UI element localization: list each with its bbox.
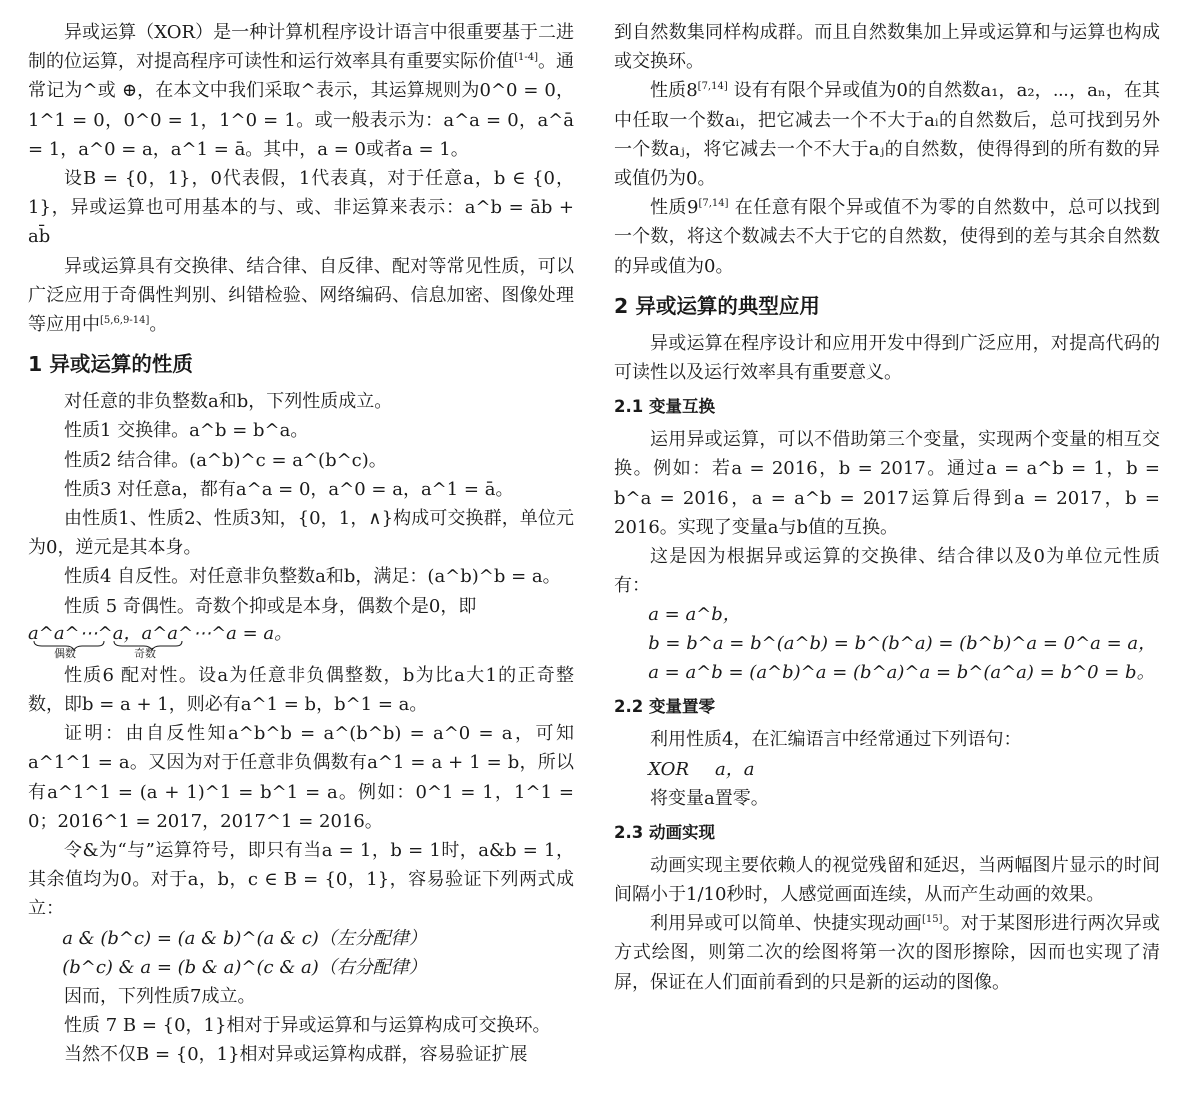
swap-equation-2: b = b^a = b^(a^b) = b^(b^a) = (b^b)^a = 0^a = a， (648, 633, 1157, 655)
asm-code-line (614, 755, 1160, 784)
proof-paragraph: 证明：由自反性知a^b^b = a^(b^b) = a^0 = a，可知a^1^1 = a。又因为对于任意非负偶数有a^1 = a + 1 = b，所以有a^1^1 = (a + 1)^1 = b^1 = a。例如：0^1 = 1，1^1 = 0；2016^1 = 2017，2017^1 = 2016。 (28, 723, 574, 832)
intro-paragraph-2: 设B = {0，1}，0代表假，1代表真，对于任意a，b ∈ {0，1}，异或运算也可用基本的与、或、非运算来表示：a^b = āb + ab̄ (28, 168, 574, 248)
property-7: 性质 7 B = {0，1}相对于异或运算和与运算构成可交换环。 (64, 1014, 551, 1036)
property-4: 性质4 自反性。对任意非负整数a和b，满足：(a^b)^b = a。 (64, 566, 561, 588)
animation-text-rest: 。对于某图形进行两次异或方式绘图，则第二次的绘图将第一次的图形擦除，因而也实现了清屏，保证在人们面前看到的只是新的运动的图像。 (614, 913, 1161, 993)
s1-paragraph: 对任意的非负整数a和b，下列性质成立。 (64, 391, 393, 413)
citation: [5,6,9-14] (100, 315, 150, 327)
asm-operands: a，a (715, 758, 755, 780)
even-label: 偶数 (54, 646, 76, 660)
odd-label: 奇数 (134, 646, 156, 660)
property-2: 性质2 结合律。(a^b)^c = a^(b^c)。 (64, 449, 387, 471)
subsection-2-1-heading: 2.1 变量互换 (614, 397, 715, 417)
animation-paragraph-2 (614, 909, 1160, 997)
citation: [7,14] (697, 81, 728, 93)
intro-text: 异或运算具有交换律、结合律、自反律、配对等常见性质，可以广泛应用于奇偶性判别、纠错检验、网络编码、信息加密、图像处理等应用中 (28, 255, 574, 336)
swap-reason-paragraph: 这是因为根据异或运算的交换律、结合律以及0为单位元性质有： (614, 546, 1160, 597)
parity-formula-text: a^a^⋯^a，a^a^⋯^a = a。 (28, 622, 293, 644)
intro-paragraph-1 (28, 18, 574, 164)
section-2-heading: 2 异或运算的典型应用 (614, 293, 820, 318)
intro-text: 异或运算（XOR）是一种计算机程序设计语言中很重要基于二进制的位运算，对提高程序可读性和运行效率具有重要实际价值 (28, 22, 574, 73)
subsection-2-3-heading: 2.3 动画实现 (614, 822, 715, 842)
property-label: 性质9 (650, 197, 699, 219)
intro-text-rest: 。通常记为^或 ⊕，在本文中我们采取^表示，其运算规则为0^0 = 0，1^1 = 0，0^0 = 1，1^0 = 1。或一般表示为：a^a = 0，a^ā = 1，a^0 = a，a^1 = ā。其中，a = 0或者a = 1。 (28, 51, 575, 160)
animation-text: 利用异或可以简单、快捷实现动画 (650, 913, 922, 935)
swap-equation-3: a = a^b = (a^b)^a = (b^a)^a = b^(a^a) = b^0 = b。 (648, 662, 1155, 684)
asm-opcode: XOR (648, 758, 689, 780)
zero-paragraph: 利用性质4，在汇编语言中经常通过下列语句： (650, 729, 1022, 751)
group-paragraph: 由性质1、性质2、性质3知，{0，1，∧}构成可交换群，单位元为0，逆元是其本身。 (28, 508, 574, 559)
right-distributive-law: (b^c) & a = (b & a)^(c & a)（右分配律） (62, 956, 427, 978)
property-3: 性质3 对任意a，都有a^a = 0，a^0 = a，a^1 = ā。 (64, 478, 514, 500)
animation-paragraph-1: 动画实现主要依赖人的视觉残留和延迟，当两幅图片显示的时间间隔小于1/10秒时，人感觉画面连续，从而产生动画的效果。 (614, 854, 1160, 906)
thus-paragraph: 因而，下列性质7成立。 (64, 985, 256, 1007)
right-column (614, 18, 1160, 997)
left-column (28, 18, 574, 1069)
citation: [1-4] (514, 52, 538, 64)
left-distributive-law: a & (b^c) = (a & b)^(a & c)（左分配律） (62, 927, 427, 949)
section-1-heading: 1 异或运算的性质 (28, 352, 193, 377)
property-8 (614, 76, 1160, 193)
property-5: 性质 5 奇偶性。奇数个抑或是本身，偶数个是0，即 (64, 595, 477, 617)
extension-paragraph: 当然不仅B = {0，1}相对异或运算构成群，容易验证扩展 (64, 1044, 528, 1066)
s2-paragraph: 异或运算在程序设计和应用开发中得到广泛应用，对提高代码的可读性以及运行效率具有重要意义。 (614, 332, 1160, 384)
parity-formula (28, 621, 574, 661)
continuation-paragraph: 到自然数集同样构成群。而且自然数集加上异或运算和与运算也构成或交换环。 (614, 22, 1160, 73)
swap-paragraph: 运用异或运算，可以不借助第三个变量，实现两个变量的相互交换。例如：若a = 2016，b = 2017。通过a = a^b = 1，b = b^a = 2016，a = a^b = 2017运算后得到a = 2017，b = 2016。实现了变量a与b值的互换。 (614, 429, 1160, 538)
property-9 (614, 193, 1160, 281)
citation: [15] (921, 914, 943, 926)
and-operator-paragraph: 令&为“与”运算符号，即只有当a = 1，b = 1时，a&b = 1，其余值均为0。对于a，b，c ∈ B = {0，1}，容易验证下列两式成立： (28, 840, 574, 920)
zero-result-paragraph: 将变量a置零。 (650, 787, 769, 809)
punctuation: 。 (149, 314, 168, 336)
citation: [7,14] (698, 198, 729, 210)
subsection-2-2-heading: 2.2 变量置零 (614, 697, 715, 717)
property-label: 性质8 (650, 80, 698, 102)
property-6: 性质6 配对性。设a为任意非负偶整数，b为比a大1的正奇整数，即b = a + 1，则必有a^1 = b，b^1 = a。 (28, 664, 574, 716)
swap-equation-1: a = a^b， (648, 604, 741, 626)
property-text: 设有有限个异或值为0的自然数a₁，a₂，⋯，aₙ，在其中任取一个数aᵢ，把它减去一个不大于aᵢ的自然数后，总可找到另外一个数aⱼ，将它减去一个不大于aⱼ的自然数，使得得到的所有数的异或值仍为0。 (614, 80, 1161, 190)
intro-paragraph-3 (28, 252, 574, 340)
property-text: 在任意有限个异或值不为零的自然数中，总可以找到一个数，将这个数减去不大于它的自然数，使得到的差与其余自然数的异或值为0。 (614, 197, 1160, 277)
property-1: 性质1 交换律。a^b = b^a。 (64, 420, 309, 442)
